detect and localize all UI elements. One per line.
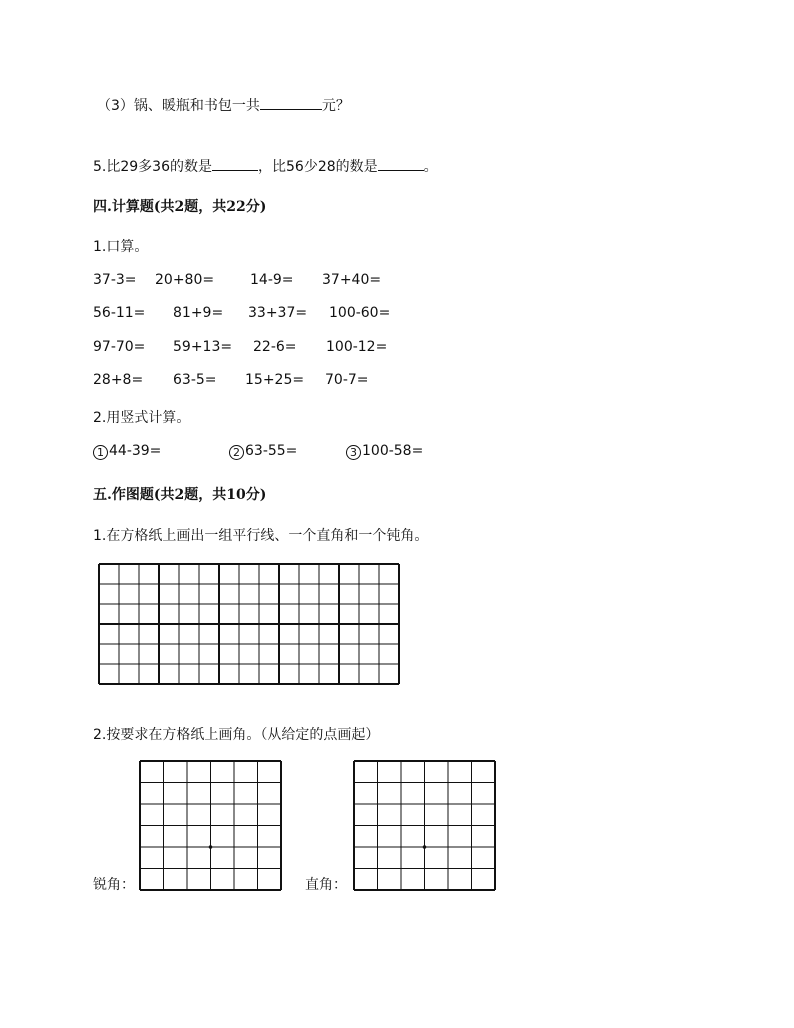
answer-blank[interactable] <box>212 158 258 171</box>
oral-calc-item: 37+40= <box>322 272 382 288</box>
oral-calc-item: 22-6= <box>253 339 297 355</box>
circled-number-1-icon: 1 <box>93 445 108 460</box>
circled-number-2-icon: 2 <box>229 445 244 460</box>
oral-calc-item: 97-70= <box>93 339 146 355</box>
oral-calc-item: 28+8= <box>93 372 144 388</box>
vertical-calc-item <box>229 443 297 460</box>
oral-calc-item: 63-5= <box>173 372 217 388</box>
grid-paper-acute[interactable] <box>139 760 282 891</box>
draw-2-title: 2.按要求在方格纸上画角。（从给定的点画起） <box>93 727 380 743</box>
oral-calc-item: 100-12= <box>326 339 388 355</box>
oral-calc-item: 33+37= <box>248 305 308 321</box>
question-5-part2: ，比56少28的数是 <box>258 159 378 175</box>
question-5-part1: 5.比29多36的数是 <box>93 159 212 175</box>
question-5 <box>93 156 438 176</box>
oral-calc-item: 59+13= <box>173 339 233 355</box>
given-point <box>209 845 213 849</box>
oral-calc-item: 81+9= <box>173 305 224 321</box>
vertical-calc-expr: 63-55= <box>245 443 298 459</box>
oral-calc-item: 15+25= <box>245 372 305 388</box>
oral-calc-item: 70-7= <box>325 372 369 388</box>
question-5-part3: 。 <box>423 159 438 175</box>
vertical-calc-item <box>346 443 423 460</box>
oral-calc-item: 100-60= <box>329 305 391 321</box>
oral-calc-title: 1.口算。 <box>93 239 149 255</box>
given-point <box>423 845 427 849</box>
vertical-calc-expr: 44-39= <box>109 443 162 459</box>
vertical-calc-item <box>93 443 161 460</box>
vertical-calc-expr: 100-58= <box>362 443 424 459</box>
acute-angle-label: 锐角： <box>93 877 135 893</box>
question-3-suffix: 元？ <box>321 98 350 114</box>
grid-paper-right[interactable] <box>353 760 497 891</box>
circled-number-3-icon: 3 <box>346 445 361 460</box>
right-angle-label: 直角： <box>305 877 347 893</box>
oral-calc-item: 14-9= <box>250 272 294 288</box>
question-3 <box>97 95 350 115</box>
answer-blank[interactable] <box>260 97 322 110</box>
draw-1-title: 1.在方格纸上画出一组平行线、一个直角和一个钝角。 <box>93 528 429 544</box>
oral-calc-item: 37-3= <box>93 272 137 288</box>
vertical-calc-title: 2.用竖式计算。 <box>93 410 191 426</box>
question-3-prefix: （3）锅、暖瓶和书包一共 <box>97 98 260 114</box>
section-5-title: 五.作图题(共2题，共10分) <box>93 487 267 503</box>
oral-calc-item: 20+80= <box>155 272 215 288</box>
answer-blank[interactable] <box>378 158 424 171</box>
section-4-title: 四.计算题(共2题，共22分) <box>93 199 267 215</box>
oral-calc-item: 56-11= <box>93 305 146 321</box>
grid-paper-large[interactable] <box>98 563 402 687</box>
